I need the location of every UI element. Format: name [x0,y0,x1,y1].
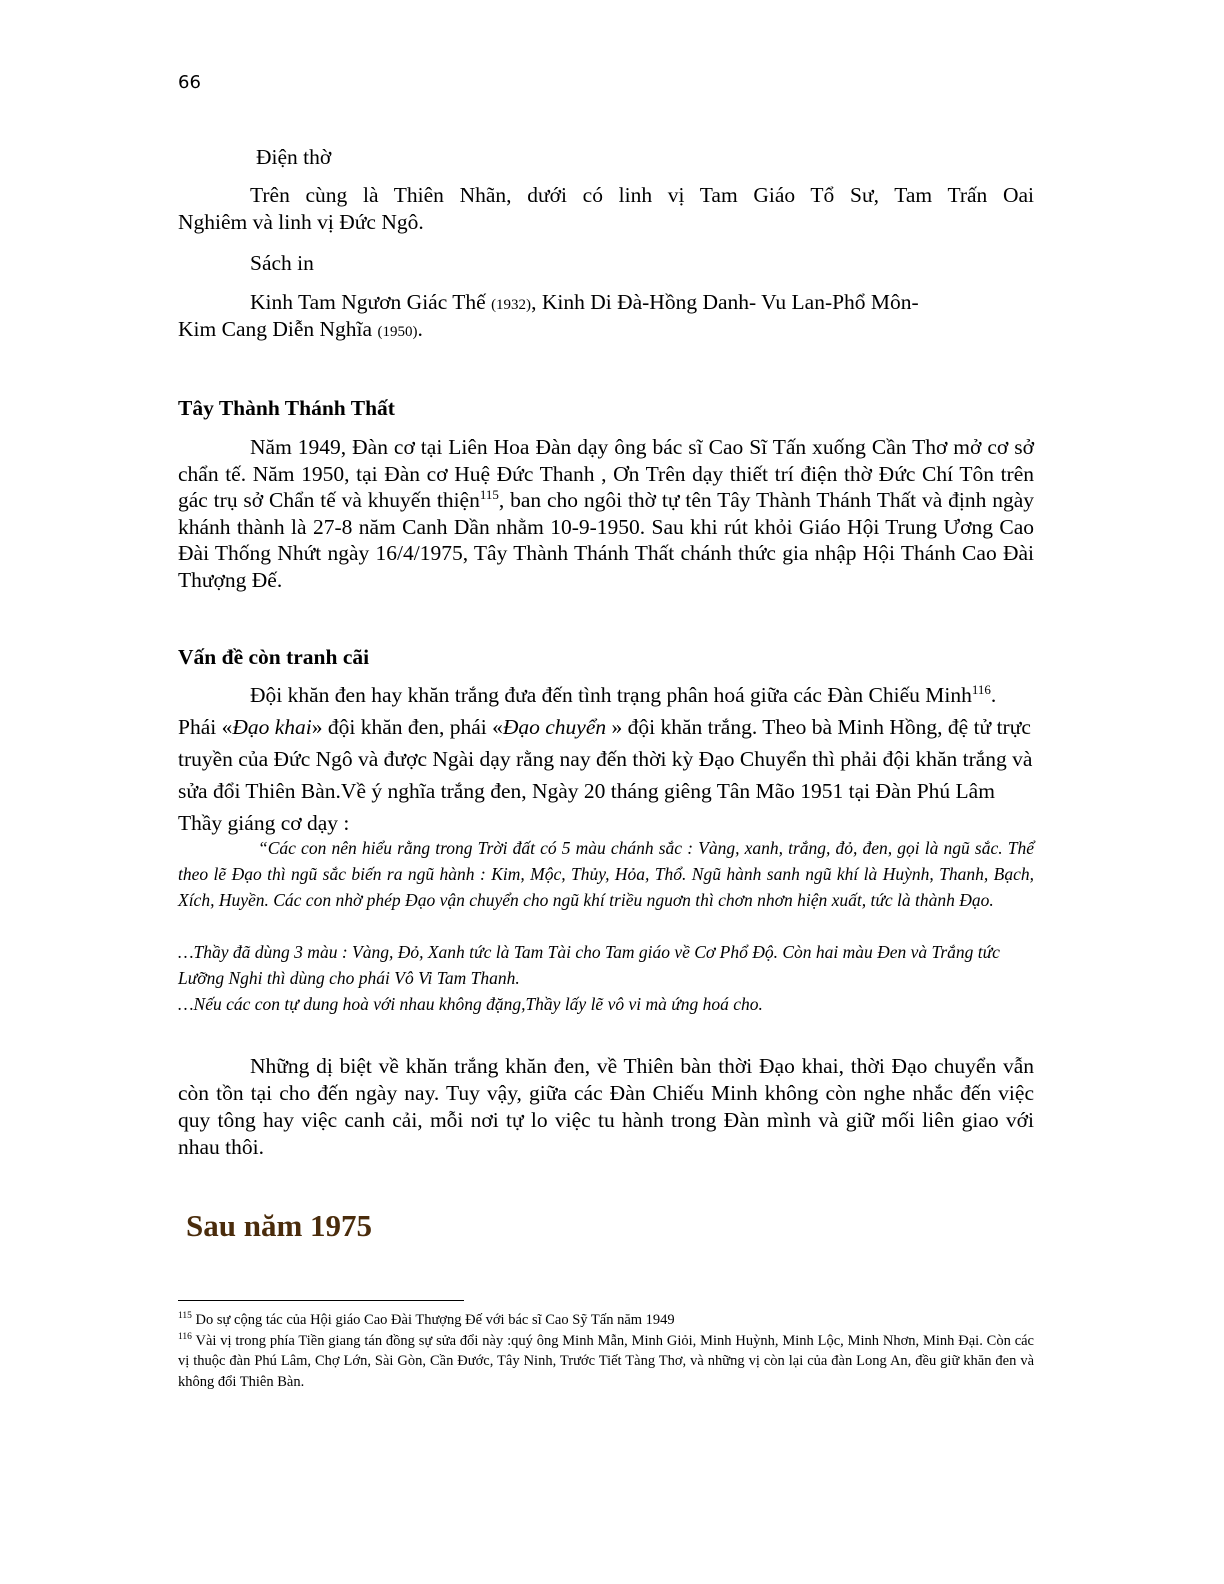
footnotes [178,1310,1034,1392]
footnote-ref-116: 116 [971,681,991,697]
footnote-separator [178,1300,464,1301]
conclusion-paragraph: Những dị biệt về khăn trắng khăn đen, về Thiên bàn thời Đạo khai, thời Đạo chuyển vẫn còn tồn tại cho đến ngày nay. Tuy vậy, giữa các Đàn Chiếu Minh không còn nghe nhắc đến việc quy tông hay việc canh cải, mỗi nơi tự lo việc tu hành trong Đàn mình và giữ mối liên giao với nhau thôi. [178,1054,1034,1159]
dien-tho-line-2: Nghiêm và linh vị Đức Ngô. [178,210,424,234]
sach-in-line-2: Kim Cang Diễn Nghĩa (1950). [178,317,423,341]
footnote-115: $^{115}$ Do sự cộng tác của Hội giáo Cao Đài Thượng Đế với bác sĩ Cao Sỹ Tấn năm 1949 [178,1311,675,1328]
sach-in-label: Sách in [250,251,314,275]
footnote-116: $^{116}$ Vài vị trong phía Tiền giang tán đồng sự sửa đổi này :quý ông Minh Mẫn, Minh Giỏi, Minh Huỳnh, Minh Lộc, Minh Nhơn, Minh Đại. Còn các vị thuộc đàn Phú Lâm, Chợ Lớn, Sài Gòn, Cần Đước, Tây Ninh, Trước Tiết Tàng Thơ, và những vị còn lại của đàn Long An, đều giữ khăn đen và không đổi Thiên Bàn. [178,1331,1034,1390]
quote-paragraph-3: …Nếu các con tự dung hoà với nhau không đặng,Thầy lấy lẽ vô vi mà ứng hoá cho. [178,994,763,1014]
tay-thanh-paragraph: Năm 1949, Đàn cơ tại Liên Hoa Đàn dạy ông bác sĩ Cao Sĩ Tấn xuống Cần Thơ mở cơ sở chẩn tế. Năm 1950, tại Đàn cơ Huệ Đức Thanh , Ơn Trên dạy thiết trí điện thờ Đức Chí Tôn trên gác trụ sở Chẩn tế và khuyến thiện$^{115}$, ban cho ngôi thờ tự tên Tây Thành Thánh Thất và định ngày khánh thành là 27-8 năm Canh Dần nhằm 10-9-1950. Sau khi rút khỏi Giáo Hội Trung Ương Cao Đài Thống Nhứt ngày 16/4/1975, Tây Thành Thánh Thất chánh thức gia nhập Hội Thánh Cao Đài Thượng Đế. [178,435,1034,592]
quote-paragraph-2: …Thầy đã dùng 3 màu : Vàng, Đỏ, Xanh tức là Tam Tài cho Tam giáo về Cơ Phổ Độ. Còn hai màu Đen và Trắng tức Lưỡng Nghi thì dùng cho phái Vô Vi Tam Thanh. [178,942,1000,988]
sach-in-line-1: Kinh Tam Ngươn Giác Thế (1932), Kinh Di Đà-Hồng Danh- Vu Lan-Phổ Môn- [250,290,919,314]
section-heading: Sau năm 1975 [186,1208,373,1243]
tay-thanh-heading: Tây Thành Thánh Thất [178,396,395,420]
page-number: 66 [178,72,201,93]
quote-paragraph-1: “Các con nên hiểu rằng trong Trời đất có 5 màu chánh sắc : Vàng, xanh, trắng, đỏ, đen, gọi là ngũ sắc. Thể theo lẽ Đạo thì ngũ sắc biến ra ngũ hành : Kim, Mộc, Thủy, Hỏa, Thổ. Ngũ hành sanh ngũ khí là Huỳnh, Thanh, Bạch, Xích, Huyền. Các con nhờ phép Đạo vận chuyển cho ngũ khí triều nguơn thì chơn nhơn hiện xuất, tức là thành Đạo. [178,838,1034,910]
van-de-paragraph: Đội khăn đen hay khăn trắng đưa đến tình trạng phân hoá giữa các Đàn Chiếu Minh$^{116}$. Phái «Đạo khai» đội khăn đen, phái «Đạo chuyển » đội khăn trắng. Theo bà Minh Hồng, đệ tử trực truyền của Đức Ngô và được Ngài dạy rằng nay đến thời kỳ Đạo Chuyển thì phải đội khăn trắng và sửa đổi Thiên Bàn.Về ý nghĩa trắng đen, Ngày 20 tháng giêng Tân Mão 1951 tại Đàn Phú Lâm Thầy giáng cơ dạy : [178,681,1033,835]
dien-tho-label: Điện thờ [256,145,332,169]
footnote-ref-115: 115 [479,486,499,502]
van-de-heading: Vấn đề còn tranh cãi [178,645,370,669]
dien-tho-line-1: Trên cùng là Thiên Nhãn, dưới có linh vị Tam Giáo Tổ Sư, Tam Trấn Oai [250,183,1034,207]
